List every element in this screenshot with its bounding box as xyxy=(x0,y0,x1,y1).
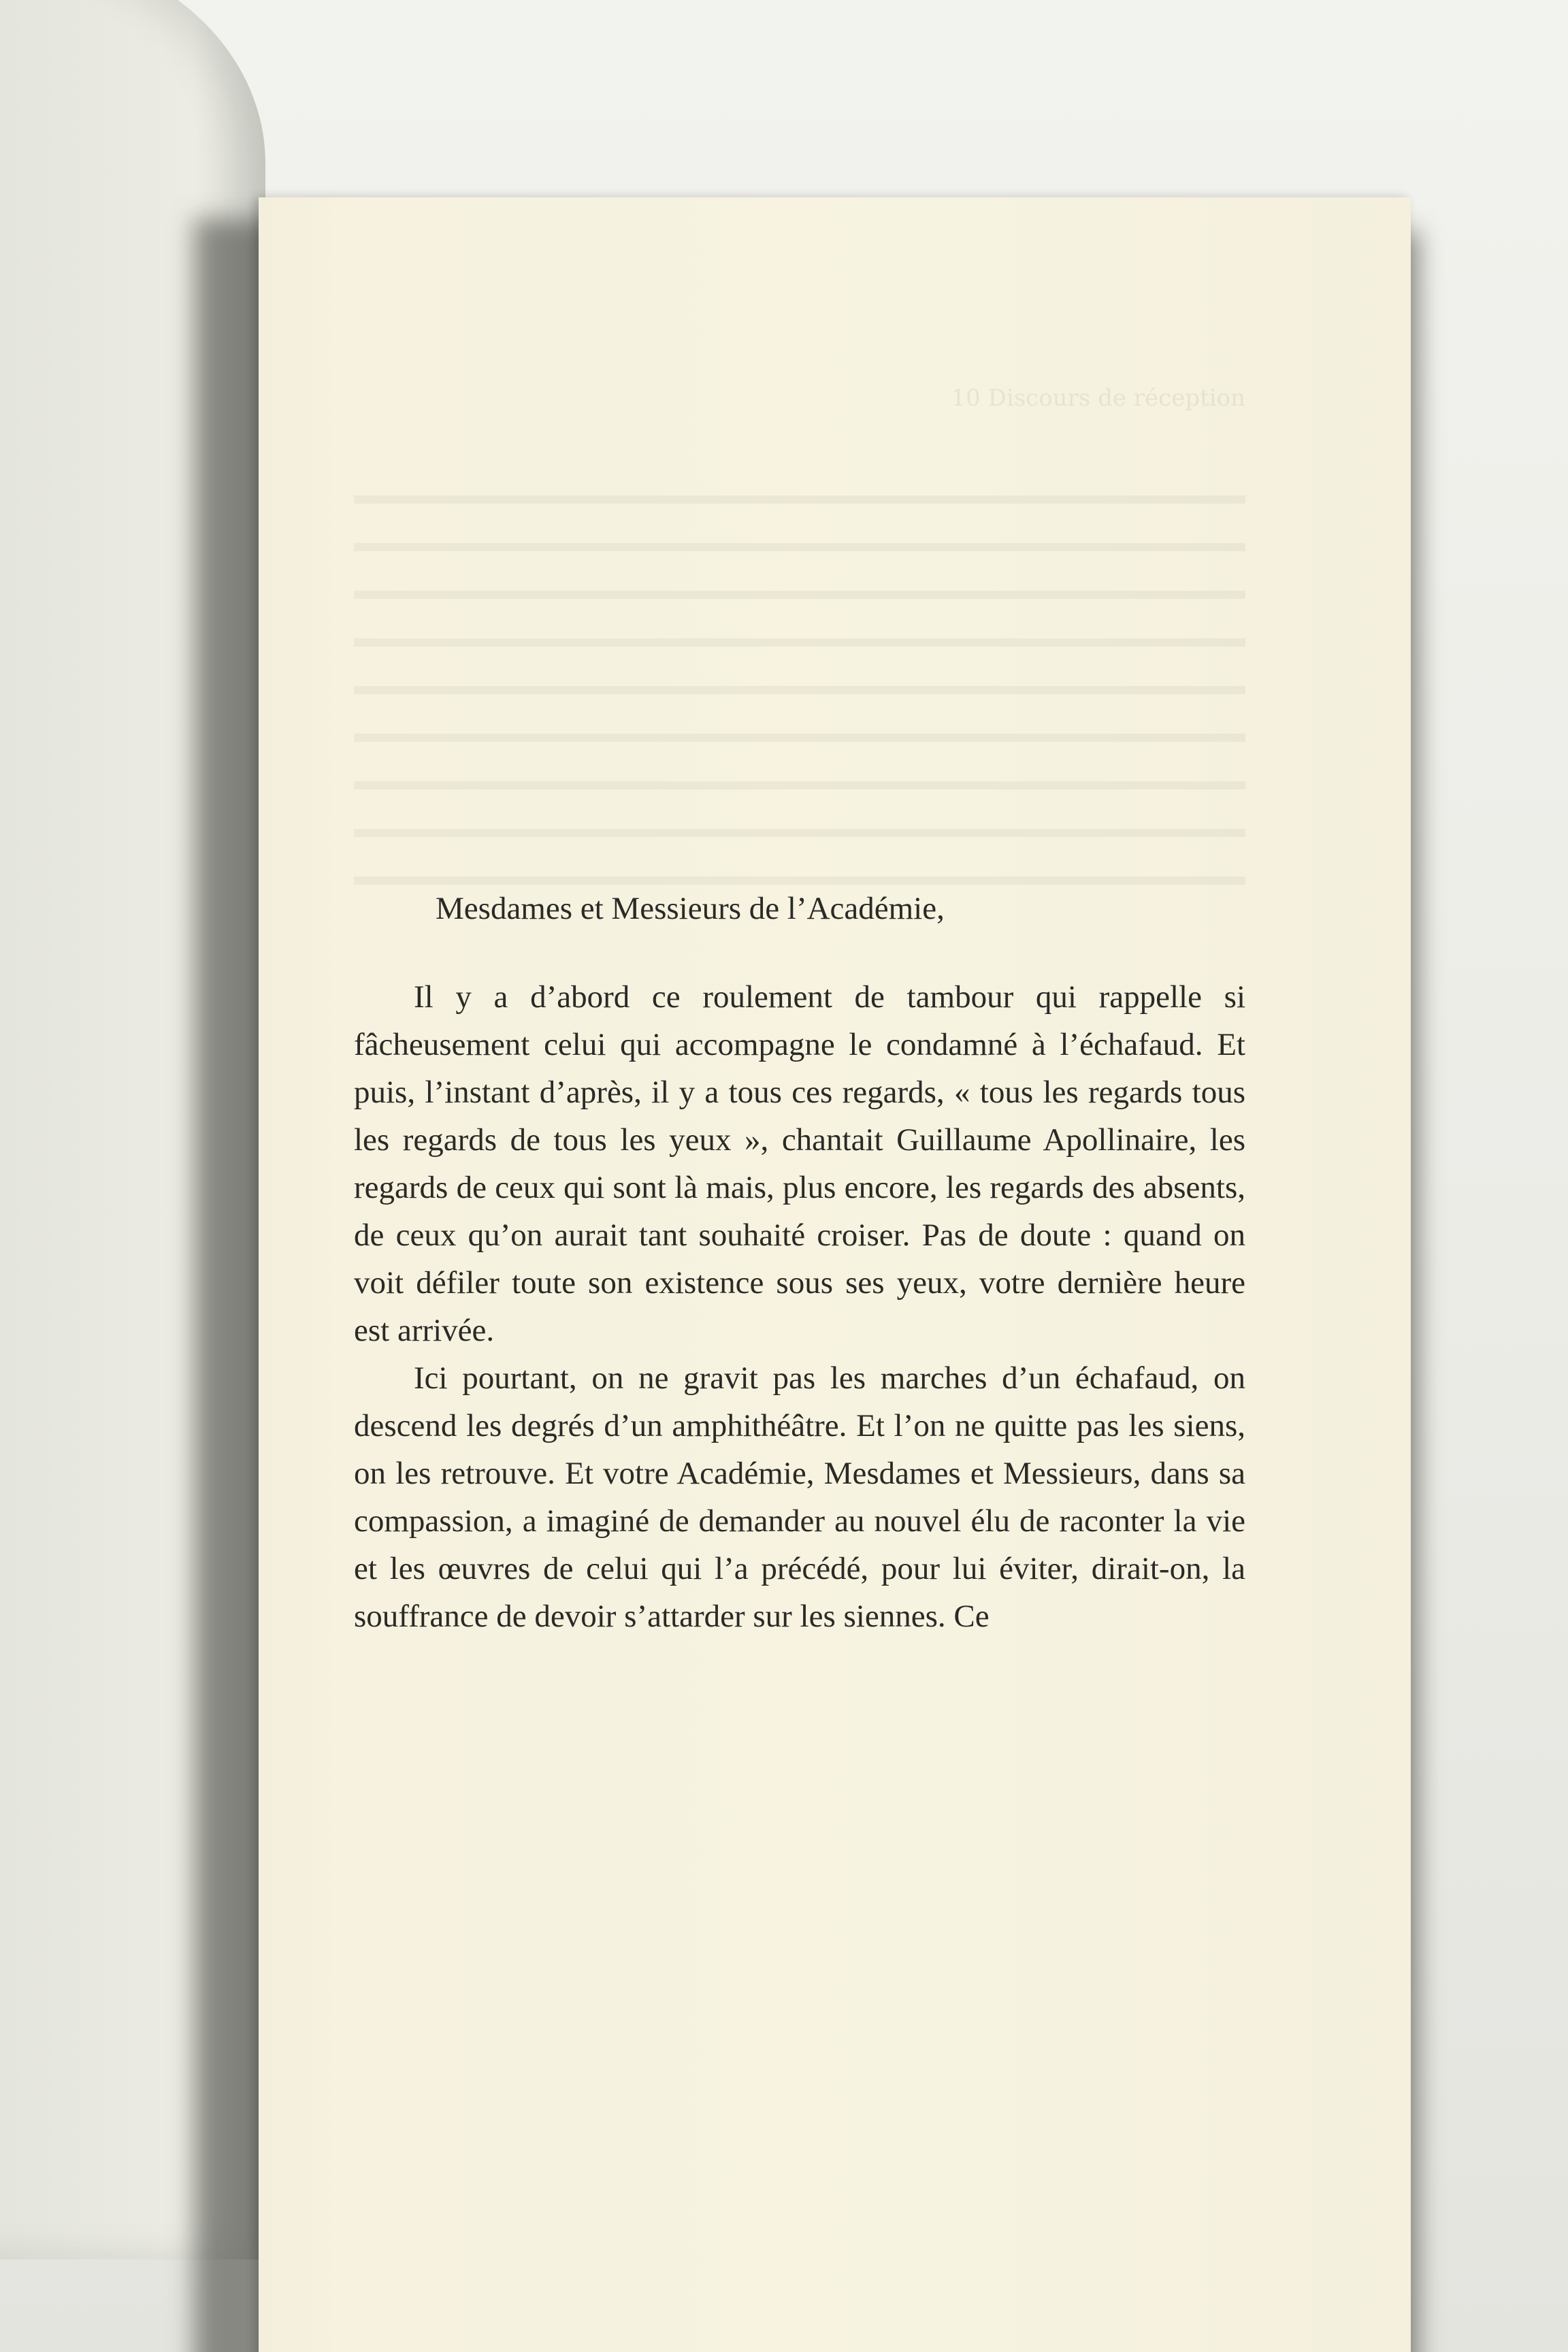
show-through-text xyxy=(354,470,1245,892)
paragraph: Ici pourtant, on ne gravit pas les marches d’un échafaud, on descend les degrés d’un amphithéâtre. Et l’on ne quitte pas les siens, on les retrouve. Et votre Académie, Mesdames et Messieurs, dans sa compassion, a imaginé de demander au nouvel élu de raconter la vie et les œuvres de celui qui l’a précédé, pour lui éviter, dirait-on, la souffrance de devoir s’attarder sur les siennes. Ce xyxy=(354,1360,1245,1634)
salutation: Mesdames et Messieurs de l’Académie, xyxy=(436,891,945,926)
page-text xyxy=(354,885,1245,1640)
running-header-bleed: 10 Discours de réception xyxy=(951,385,1245,412)
paragraph: Il y a d’abord ce roulement de tambour qui rappelle si fâcheusement celui qui accompagne le condamné à l’échafaud. Et puis, l’instant d’après, il y a tous ces regards, « tous les regards tous les regards de tous les yeux », chantait Guillaume Apollinaire, les regards de ceux qui sont là mais, plus encore, les regards des absents, de ceux qu’on aurait tant souhaité croiser. Pas de doute : quand on voit défiler toute son existence sous ses yeux, votre dernière heure est arrivée. xyxy=(354,979,1245,1348)
